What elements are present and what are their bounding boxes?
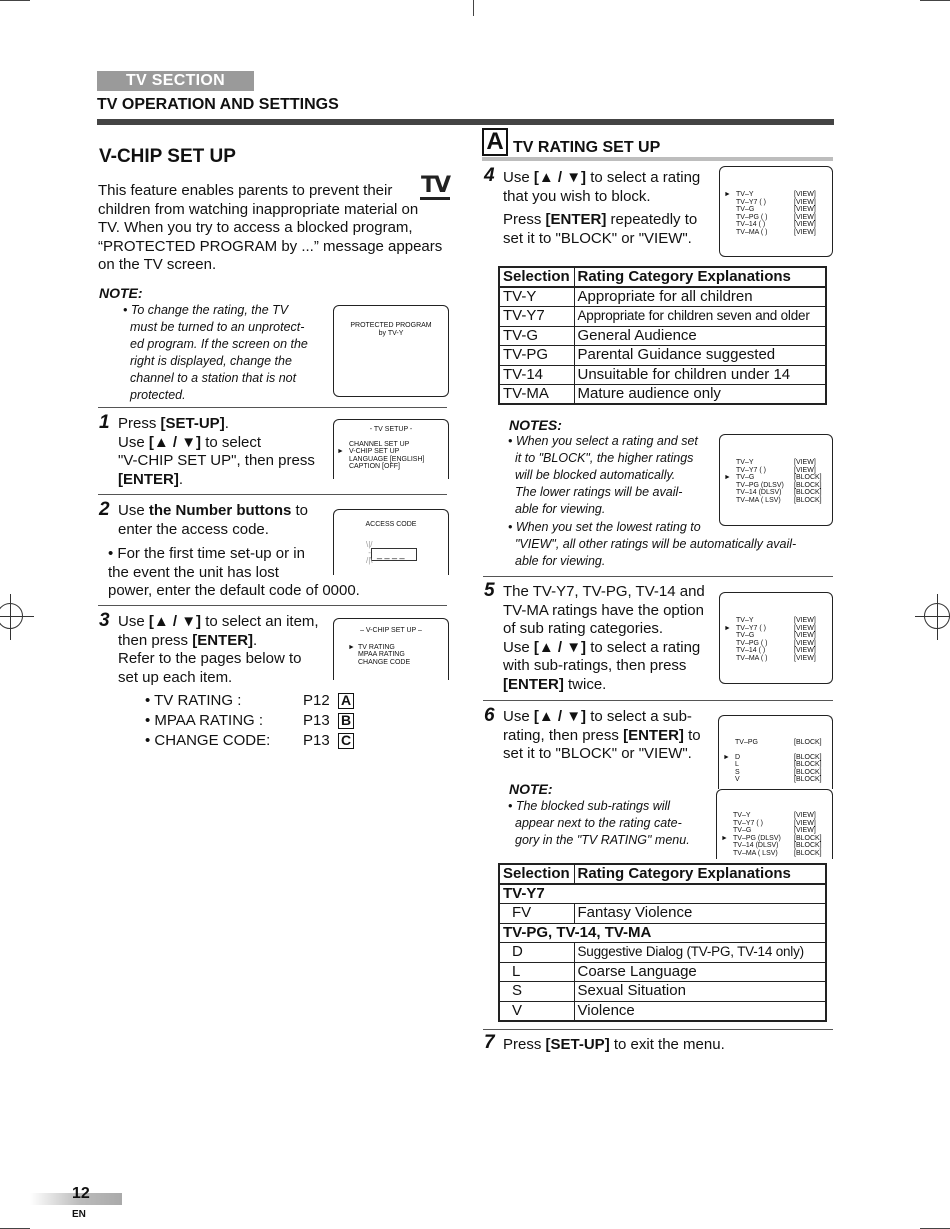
access-code-screen: ACCESS CODE _ _ _ _ \|/ - /|\ — [333, 509, 449, 575]
intro-paragraph: This feature enables parents to prevent their children from watching inappropriate material on TV. When you try to access a blocked program, “PROTECTED PROGRAM by ...” message appears on the TV screen. — [98, 182, 443, 273]
section-title: TV OPERATION AND SETTINGS — [97, 96, 339, 113]
subrating-screen-d: TV–PG [BLOCK] ► D [BLOCK] L [BLOCK] S [BLOCK] V [BLOCK] — [718, 715, 833, 789]
step-5-number: 5 — [484, 580, 495, 601]
menu-arrow-icon: ► — [337, 448, 344, 455]
rating-table-2 — [498, 863, 827, 1022]
table-row: V Violence — [499, 1001, 826, 1021]
step-5-text: The TV-Y7, TV-PG, TV-14 and TV-MA ratings have the option of sub rating categories. Use [▲ / ▼] to select a rating with sub-ratings, then press [ENTER] twice. — [503, 583, 705, 693]
table-row: TV-PG Parental Guidance suggested — [499, 346, 826, 366]
step-1-text: Press [SET-UP]. Use [▲ / ▼] to select "V-CHIP SET UP", then press [ENTER]. — [118, 415, 315, 488]
step-1-number: 1 — [99, 412, 110, 433]
rating-screen-c: TV–Y [VIEW] ► TV–Y7 ( ) [VIEW] TV–G [VIEW] TV–PG ( ) [VIEW] TV–14 ( ) [VIEW] TV–MA ( ) [VIEW] — [719, 592, 833, 684]
tv-rating-rule — [482, 157, 833, 161]
tv-logo-icon: TV — [420, 173, 450, 198]
table-group-row: TV-PG, TV-14, TV-MA — [499, 923, 826, 943]
cursor-flash-icon: \|/ - /|\ — [366, 539, 373, 565]
step-2-text: Use the Number buttons to enter the access code. — [118, 502, 309, 538]
step-4-text: Use [▲ / ▼] to select a rating that you wish to block. Press [ENTER] repeatedly to set it to "BLOCK" or "VIEW". — [503, 169, 701, 247]
table-group-row: TV-Y7 — [499, 884, 826, 904]
item-references — [145, 691, 365, 751]
page-number: 12 — [72, 1185, 90, 1202]
ref-mpaa-rating: • MPAA RATING : P13 B — [145, 711, 365, 731]
table-row: TV-Y7 Appropriate for children seven and older — [499, 307, 826, 327]
rating-screen-e: TV–Y [VIEW] TV–Y7 ( ) [VIEW] TV–G [VIEW] ► TV–PG (DLSV) [BLOCK] TV–14 (DLSV) [BLOCK] TV–MA ( LSV) [BLOCK] — [716, 789, 833, 859]
step-2-number: 2 — [99, 499, 110, 520]
table-row: TV-G General Audience — [499, 326, 826, 346]
table-row: TV-MA Mature audience only — [499, 385, 826, 405]
table-row: TV-Y Appropriate for all children — [499, 287, 826, 307]
step-3-number: 3 — [99, 610, 110, 631]
step-3-text: Use [▲ / ▼] to select an item, then press [ENTER]. Refer to the pages below to set up each item. — [118, 613, 319, 686]
step-7-number: 7 — [484, 1032, 495, 1053]
step-4-number: 4 — [484, 165, 495, 186]
registration-mark-right — [924, 603, 950, 629]
rating-table-1 — [498, 266, 827, 405]
tv-rating-title: TV RATING SET UP — [513, 139, 661, 156]
section-letter-a: A — [482, 128, 508, 156]
table-row: FV Fantasy Violence — [499, 904, 826, 924]
notes-label: NOTES: — [509, 417, 562, 433]
registration-mark-left — [0, 603, 23, 629]
rating-screen-b: TV–Y [VIEW] TV–Y7 ( ) [VIEW] ► TV–G [BLOCK] TV–PG (DLSV) [BLOCK] TV–14 (DLSV) [BLOCK] TV–MA ( LSV) [BLOCK] — [719, 434, 833, 526]
header-rule — [97, 119, 834, 125]
vchip-setup-screen: – V-CHIP SET UP – ► TV RATING MPAA RATING CHANGE CODE — [333, 618, 449, 680]
menu-arrow-icon: ► — [348, 643, 355, 651]
step-2-bullet: • For the first time set-up or in the event the unit has lost power, enter the default code of 0000. — [108, 545, 360, 599]
vchip-title: V-CHIP SET UP — [97, 146, 447, 172]
note-2-label: NOTE: — [509, 781, 553, 797]
step-6-number: 6 — [484, 705, 495, 726]
note-label: NOTE: — [99, 285, 143, 301]
step-7-text: Press [SET-UP] to exit the menu. — [503, 1036, 725, 1053]
table-row: Selection Rating Category Explanations — [499, 864, 826, 884]
access-code-input[interactable]: _ _ _ _ \|/ - /|\ — [371, 548, 417, 561]
table-row: TV-14 Unsuitable for children under 14 — [499, 365, 826, 385]
ref-change-code: • CHANGE CODE: P13 C — [145, 731, 365, 751]
note-2-text: • The blocked sub-ratings will appear next to the rating cate- gory in the "TV RATING" menu. — [508, 799, 690, 847]
section-tab: TV SECTION — [97, 71, 254, 91]
tv-setup-screen: - TV SETUP - CHANNEL SET UP ► V-CHIP SET UP LANGUAGE [ENGLISH] CAPTION [OFF] — [333, 419, 449, 479]
table-row: L Coarse Language — [499, 962, 826, 982]
table-row: D Suggestive Dialog (TV-PG, TV-14 only) — [499, 943, 826, 963]
note-text: • To change the rating, the TV must be turned to an unprotect- ed program. If the screen on the right is displayed, change the channel to a station that is not protected. — [123, 303, 308, 402]
step-6-text: Use [▲ / ▼] to select a sub- rating, then press [ENTER] to set it to "BLOCK" or "VIEW". — [503, 708, 701, 762]
rating-screen-a: ► TV–Y [VIEW] TV–Y7 ( ) [VIEW] TV–G [VIEW] TV–PG ( ) [VIEW] TV–14 ( ) [VIEW] TV–MA ( ) [VIEW] — [719, 166, 833, 257]
table-row: S Sexual Situation — [499, 982, 826, 1002]
page-number-bar — [30, 1185, 122, 1205]
notes-text-1: • When you select a rating and set it to "BLOCK", the higher ratings will be blocked automatically. The lower ratings will be avail- able for viewing. — [508, 434, 698, 516]
table-row: Selection Rating Category Explanations — [499, 267, 826, 287]
language-code: EN — [72, 1209, 86, 1217]
protected-program-screen: PROTECTED PROGRAM by TV-Y — [333, 305, 449, 397]
ref-tv-rating: • TV RATING : P12 A — [145, 691, 365, 711]
notes-text-2: • When you set the lowest rating to "VIEW", all other ratings will be automatically avail- able for viewing. — [508, 520, 797, 568]
